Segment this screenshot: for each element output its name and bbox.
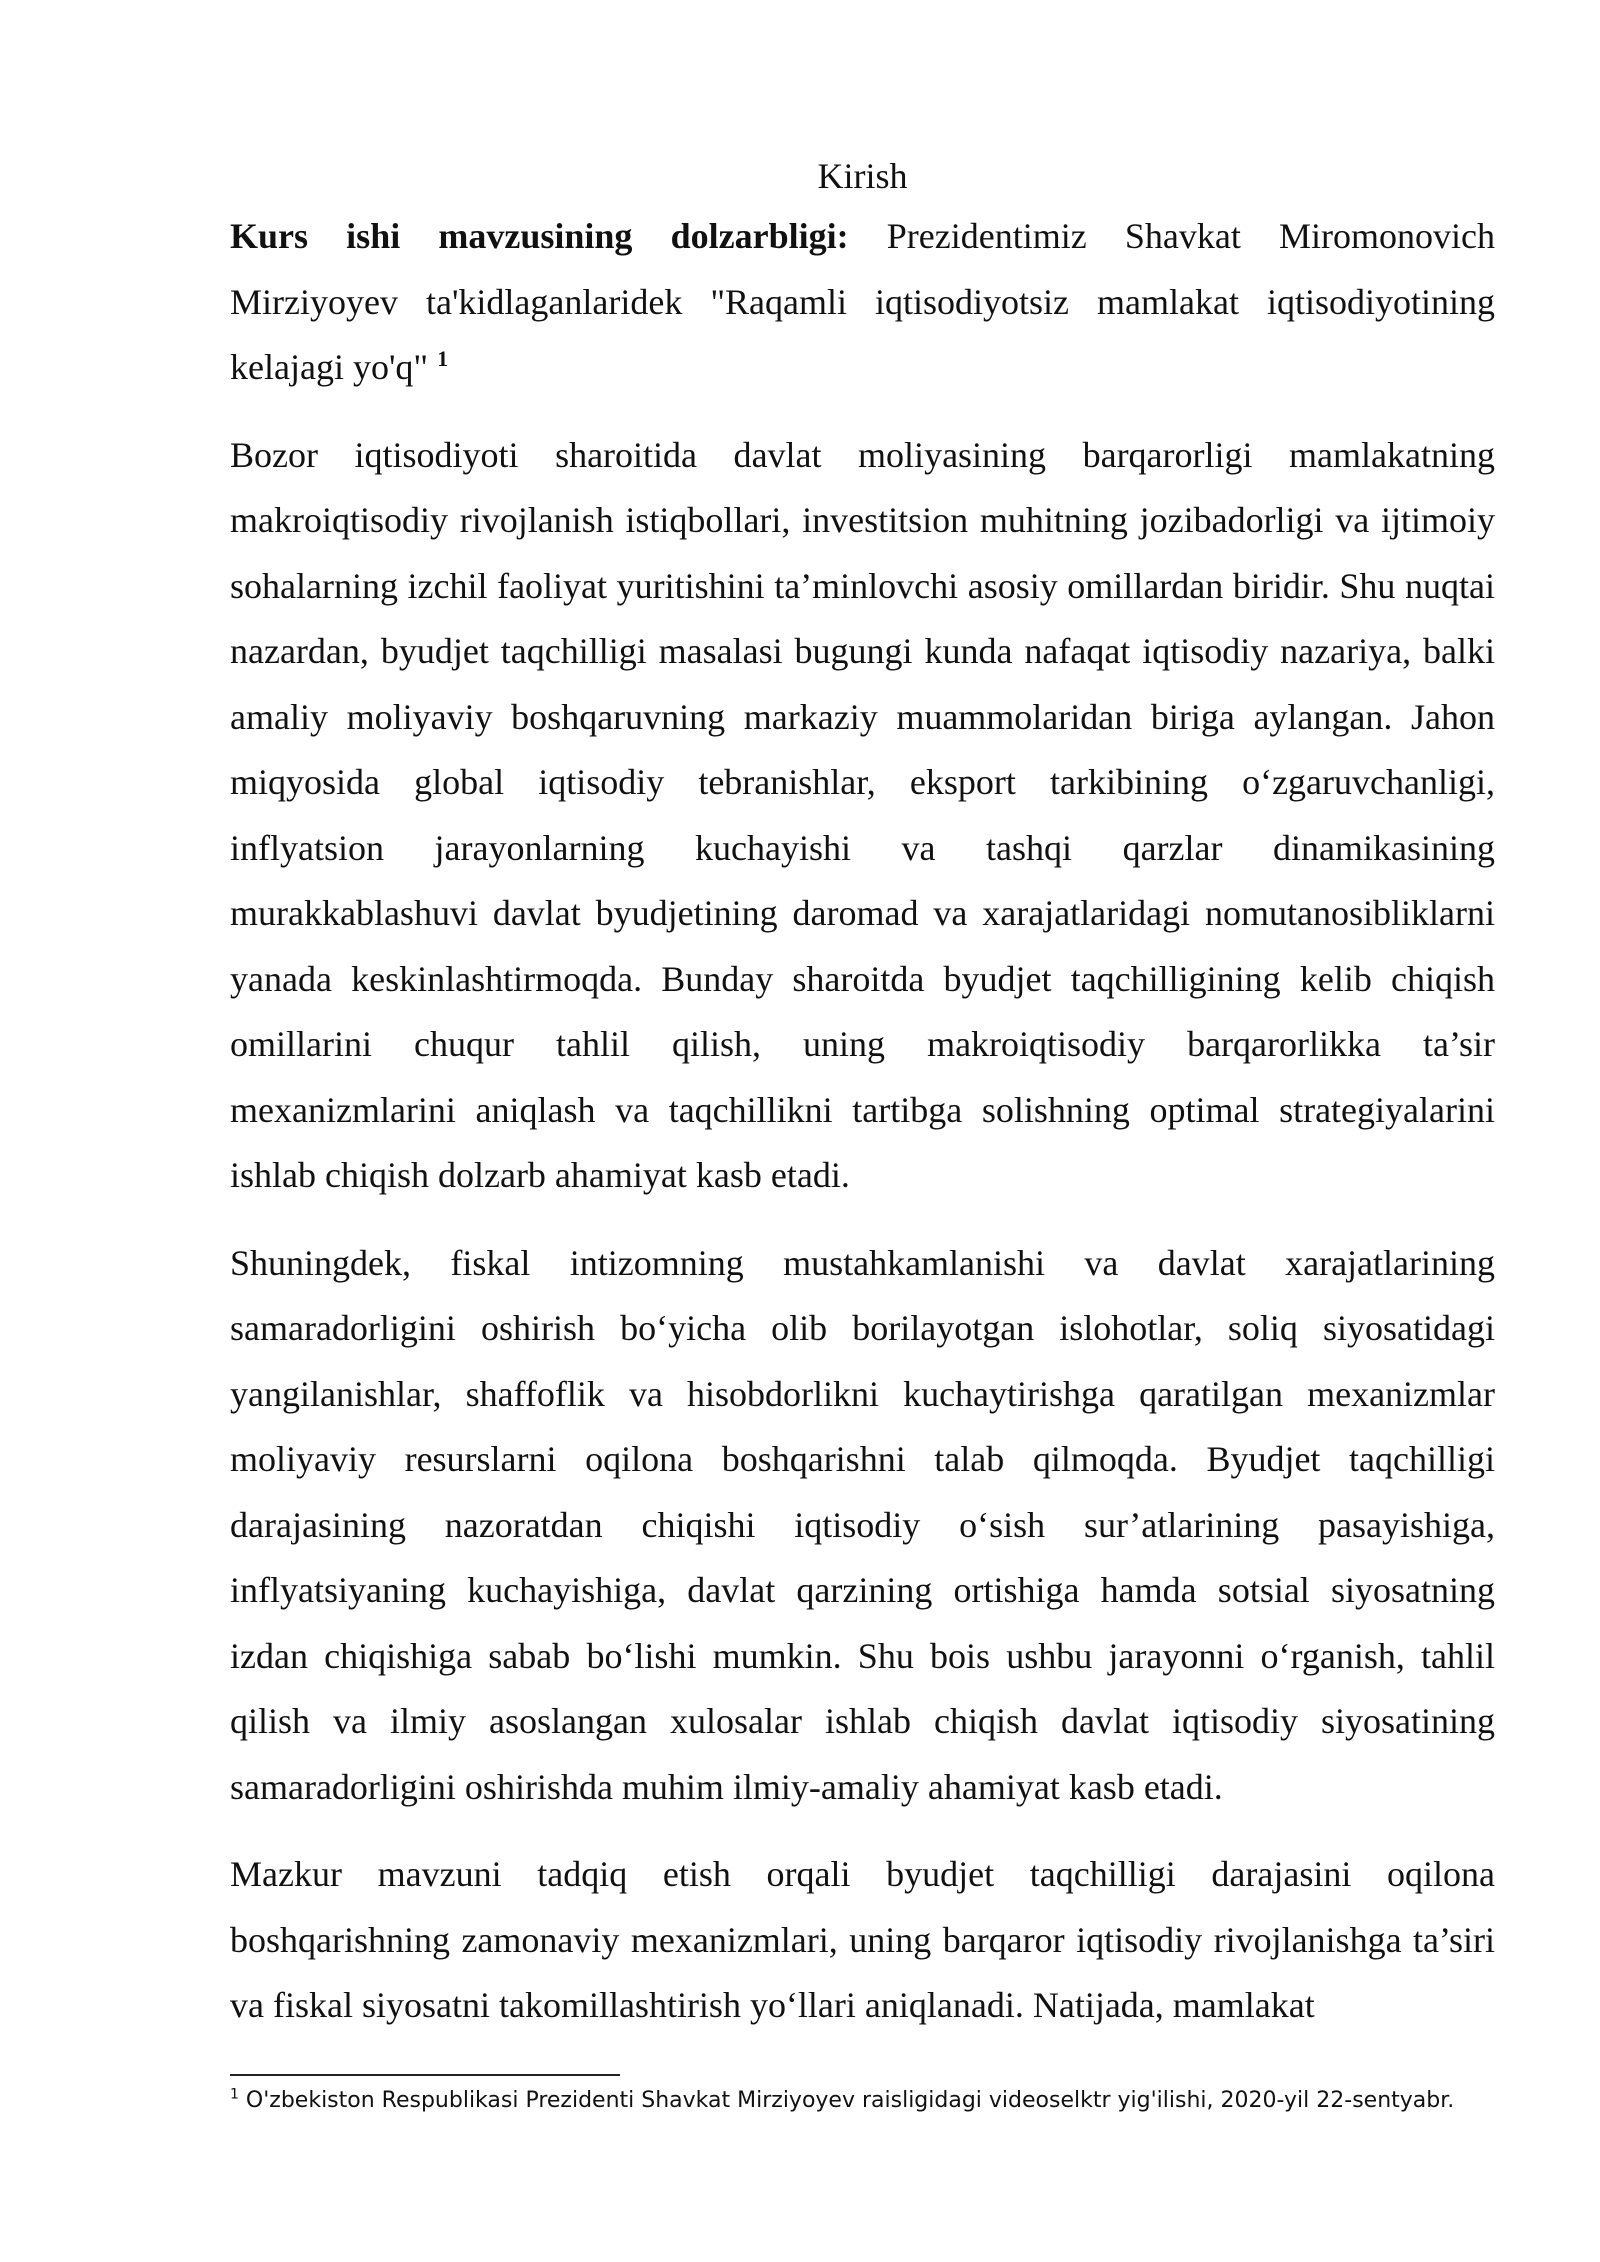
body-paragraph-1: Bozor iqtisodiyoti sharoitida davlat moliyasining barqarorligi mamlakatning makroiqtisodiy rivojlanish istiqbollari, investitsion muhitning jozibadorligi va ijtimoiy sohalarning izchil faoliyat yuritishini ta’minlovchi asosiy omillardan biridir. Shu nuqtai nazardan, byudjet taqchilligi masalasi bugungi kunda nafaqat iqtisodiy nazariya, balki amaliy moliyaviy boshqaruvning markaziy muammolaridan biriga aylangan. Jahon miqyosida global iqtisodiy tebranishlar, eksport tarkibining o‘zgaruvchanligi, inflyatsion jarayonlarning kuchayishi va tashqi qarzlar dinamikasining murakkablashuvi davlat byudjetining daromad va xarajatlaridagi nomutanosibliklarni yanada keskinlashtirmoqda. Bunday sharoitda byudjet taqchilligining kelib chiqish omillarini chuqur tahlil qilish, uning makroiqtisodiy barqarorlikka ta’sir mexanizmlarini aniqlash va taqchillikni tartibga solishning optimal strategiyalarini ishlab chiqish dolzarb ahamiyat kasb etadi. xyxy=(230,434,1495,1195)
body-paragraph-3: Mazkur mavzuni tadqiq etish orqali byudjet taqchilligi darajasini oqilona boshqarishning zamonaviy mexanizmlari, uning barqaror iqtisodiy rivojlanishga ta’siri va fiskal siyosatni takomillashtirish yo‘llari aniqlanadi. Natijada, mamlakat xyxy=(230,1854,1495,2025)
document-body xyxy=(230,148,1495,2061)
page-title: Kirish xyxy=(817,156,908,196)
footnote-text: O'zbekiston Respublikasi Prezidenti Shavkat Mirziyoyev raisligidagi videoselktr yig'ilishi, 2020-yil 22-sentyabr. xyxy=(238,2088,1455,2113)
footnote-divider xyxy=(230,2074,620,2076)
body-paragraph-2: Shuningdek, fiskal intizomning mustahkamlanishi va davlat xarajatlarining samaradorligini oshirish bo‘yicha olib borilayotgan islohotlar, soliq siyosatidagi yangilanishlar, shaffoflik va hisobdorlikni kuchaytirishga qaratilgan mexanizmlar moliyaviy resurslarni oqilona boshqarishni talab qilmoqda. Byudjet taqchilligi darajasining nazoratdan chiqishi iqtisodiy o‘sish sur’atlarining pasayishiga, inflyatsiyaning kuchayishiga, davlat qarzining ortishiga hamda sotsial siyosatning izdan chiqishiga sabab bo‘lishi mumkin. Shu bois ushbu jarayonni o‘rganish, tahlil qilish va ilmiy asoslangan xulosalar ishlab chiqish davlat iqtisodiy siyosatining samaradorligini oshirishda muhim ilmiy-amaliy ahamiyat kasb etadi. xyxy=(230,1242,1495,1807)
footnote-reference[interactable]: 1 xyxy=(437,346,449,371)
footnote xyxy=(230,2084,1495,2118)
intro-lead: Kurs ishi mavzusining dolzarbligi: xyxy=(230,216,849,256)
footnote-mark: 1 xyxy=(230,2086,239,2103)
intro-text: Prezidentimiz Shavkat Miromonovich Mirziyoyev ta'kidlaganlaridek "Raqamli iqtisodiyotsiz mamlakat iqtisodiyotining kelajagi yo'q" xyxy=(230,216,1495,387)
intro-paragraph xyxy=(230,204,1495,401)
